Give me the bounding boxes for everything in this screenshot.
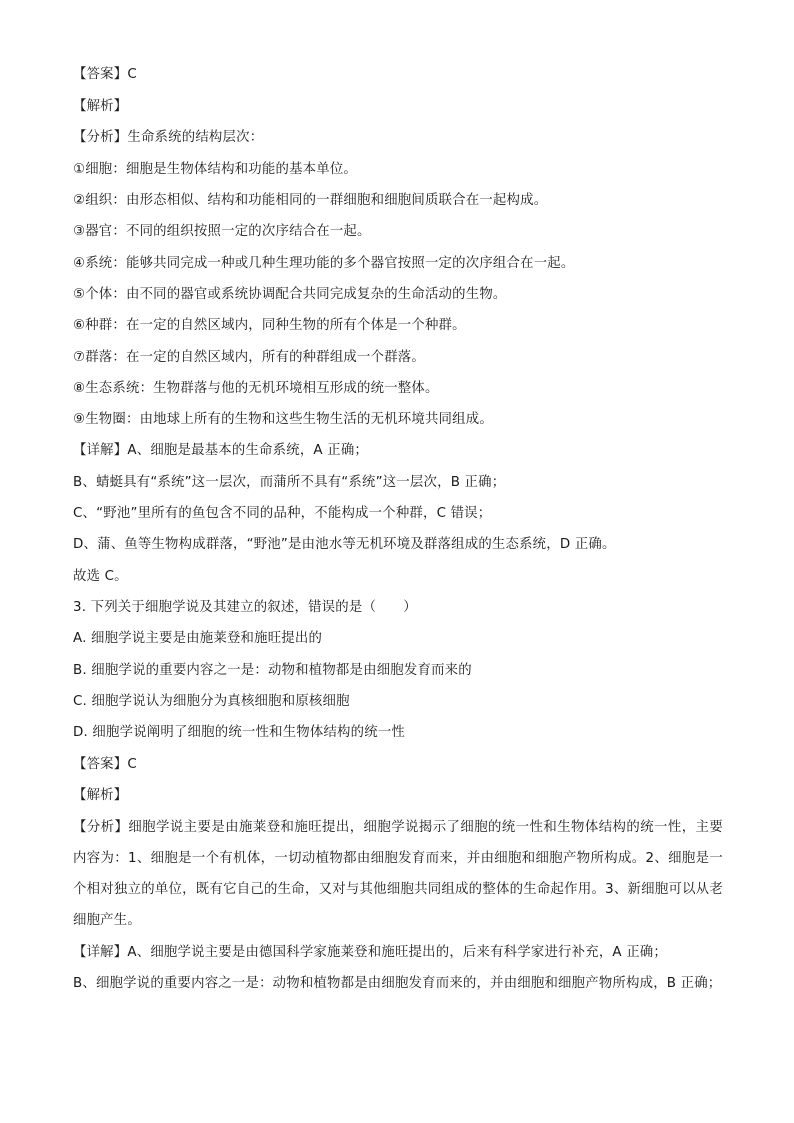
fenxi-label: 【分析】 xyxy=(73,130,128,145)
level-item: ②组织：由形态相似、结构和功能相同的一群细胞和细胞间质联合在一起构成。 xyxy=(73,193,548,208)
level-item: ⑦群落：在一定的自然区域内，所有的种群组成一个群落。 xyxy=(73,350,425,365)
analysis-label: 【解析】 xyxy=(73,788,128,803)
analysis-label-2 xyxy=(73,786,127,806)
level-item: ④系统：能够共同完成一种或几种生理功能的多个器官按照一定的次序组合在一起。 xyxy=(73,256,575,271)
level-item: ①细胞：细胞是生物体结构和功能的基本单位。 xyxy=(73,162,358,177)
level-item: ⑥种群：在一定的自然区域内，同种生物的所有个体是一个种群。 xyxy=(73,318,466,333)
analysis-label: 【解析】 xyxy=(73,99,128,114)
answer-line-2 xyxy=(73,755,137,775)
level-item: ⑨生物圈：由地球上所有的生物和这些生物生活的无机环境共同组成。 xyxy=(73,412,493,427)
level-item: ⑧生态系统：生物群落与他的无机环境相互形成的统一整体。 xyxy=(73,381,439,396)
fenxi-label: 【分析】 xyxy=(73,820,129,835)
answer-line-1 xyxy=(73,65,137,85)
answer-value: C xyxy=(127,67,137,82)
fenxi-paragraph-2 xyxy=(73,812,723,936)
fenxi-text: 细胞学说主要是由施莱登和施旺提出，细胞学说揭示了细胞的统一性和生物体结构的统一性，主要内容为：1、细胞是一个有机体，一切动植物都由细胞发育而来，并由细胞和细胞产物所构成。2、细胞是一个相对独立的单位，既有它自己的生命，又对与其他细胞共同组成的整体的生命起作用。3、新细胞可以从老细胞产生。 xyxy=(73,820,723,928)
question-stem: 3. 下列关于细胞学说及其建立的叙述，错误的是（ ） xyxy=(73,600,417,615)
level-item: ⑤个体：由不同的器官或系统协调配合共同完成复杂的生命活动的生物。 xyxy=(73,287,507,302)
question-option-d: D. 细胞学说阐明了细胞的统一性和生物体结构的统一性 xyxy=(73,725,406,740)
fenxi-text: 生命系统的结构层次： xyxy=(127,130,264,145)
fenxi-line-1 xyxy=(73,128,263,148)
answer-label: 【答案】 xyxy=(73,67,128,82)
question-option-b: B. 细胞学说的重要内容之一是：动物和植物都是由细胞发育而来的 xyxy=(73,663,472,678)
detail-text: A、细胞是最基本的生命系统，A 正确； xyxy=(127,443,369,458)
detail-label: 【详解】 xyxy=(73,945,128,960)
question-option-c: C. 细胞学说认为细胞分为真核细胞和原核细胞 xyxy=(73,694,350,709)
answer-value: C xyxy=(127,757,137,772)
detail-text: A、细胞学说主要是由德国科学家施莱登和施旺提出的，后来有科学家进行补充，A 正确； xyxy=(127,945,667,960)
level-item: ③器官：不同的组织按照一定的次序结合在一起。 xyxy=(73,224,371,239)
detail-line-d: D、蒲、鱼等生物构成群落，“野池”是由池水等无机环境及群落组成的生态系统，D 正确。 xyxy=(73,537,616,552)
analysis-label-1 xyxy=(73,97,127,117)
detail-line-a xyxy=(73,441,368,461)
conclusion-line: 故选 C。 xyxy=(73,569,128,584)
detail-line-2a xyxy=(73,943,667,963)
detail-line-c: C、“野池”里所有的鱼包含不同的品种，不能构成一个种群，C 错误； xyxy=(73,506,492,521)
question-option-a: A. 细胞学说主要是由施莱登和施旺提出的 xyxy=(73,631,323,646)
detail-label: 【详解】 xyxy=(73,443,128,458)
answer-label: 【答案】 xyxy=(73,757,128,772)
detail-line-2b: B、细胞学说的重要内容之一是：动物和植物都是由细胞发育而来的，并由细胞和细胞产物所构成，B 正确； xyxy=(73,976,722,991)
detail-line-b: B、蜻蜓具有“系统”这一层次，而蒲所不具有“系统”这一层次，B 正确； xyxy=(73,475,506,490)
